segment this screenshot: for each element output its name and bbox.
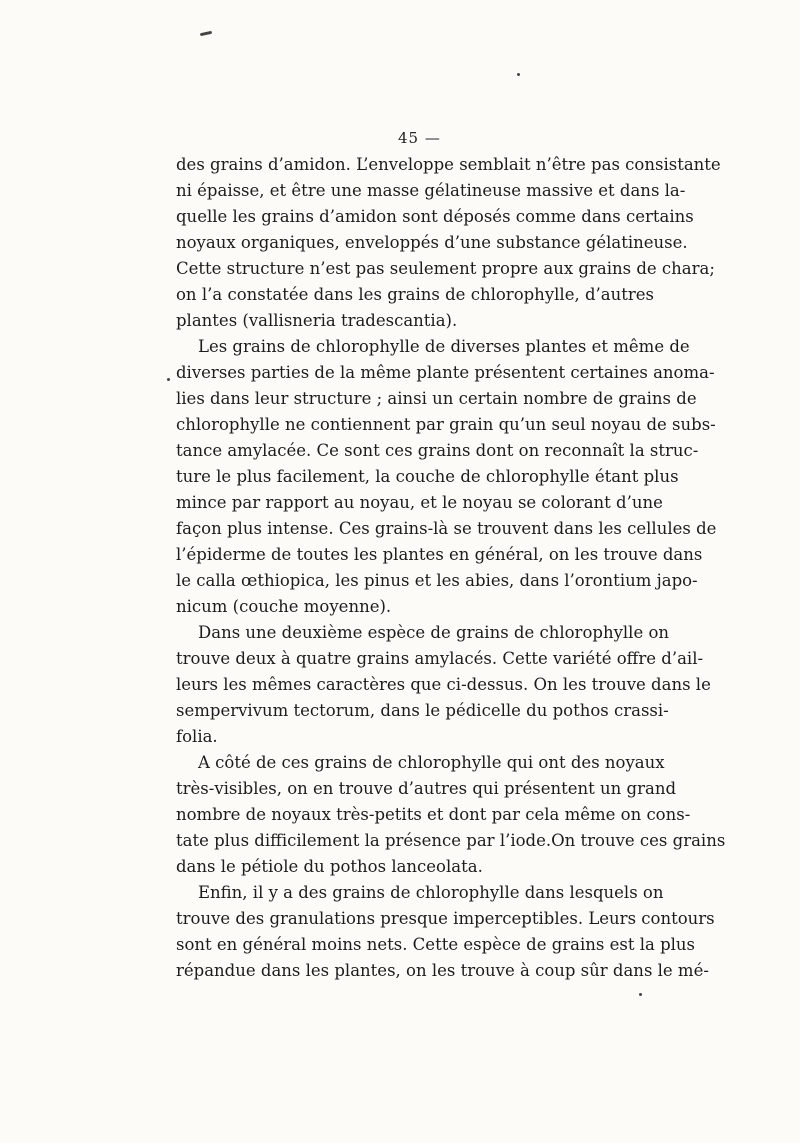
text-line: Cette structure n’est pas seulement propre aux grains de chara;	[176, 259, 715, 278]
text-line: nicum (couche moyenne).	[176, 597, 392, 616]
text-line: dans le pétiole du pothos lanceolata.	[176, 857, 483, 876]
text-line: l’épiderme de toutes les plantes en général, on les trouve dans	[176, 545, 703, 564]
ink-speck	[639, 993, 642, 996]
text-line: trouve des granulations presque imperceptibles. Leurs contours	[176, 909, 715, 928]
text-line: leurs les mêmes caractères que ci-dessus. On les trouve dans le	[176, 675, 711, 694]
text-line: le calla œthiopica, les pinus et les abies, dans l’orontium japo-	[176, 571, 698, 590]
text-line: tance amylacée. Ce sont ces grains dont on reconnaît la struc-	[176, 441, 699, 460]
text-line: folia.	[176, 727, 218, 746]
text-line: façon plus intense. Ces grains-là se trouvent dans les cellules de	[176, 519, 717, 538]
text-line: sempervivum tectorum, dans le pédicelle du pothos crassi-	[176, 701, 669, 720]
text-line: on l’a constatée dans les grains de chlorophylle, d’autres	[176, 285, 654, 304]
text-line: ture le plus facilement, la couche de chlorophylle étant plus	[176, 467, 679, 486]
text-line: Dans une deuxième espèce de grains de chlorophylle on	[198, 623, 670, 642]
text-line: nombre de noyaux très-petits et dont par cela même on cons-	[176, 805, 691, 824]
text-line: ni épaisse, et être une masse gélatineuse massive et dans la-	[176, 181, 686, 200]
page-number: 45 —	[398, 129, 441, 147]
ink-speck	[517, 73, 520, 76]
text-line: diverses parties de la même plante présentent certaines anoma-	[176, 363, 715, 382]
text-line: sont en général moins nets. Cette espèce de grains est la plus	[176, 935, 696, 954]
text-line: trouve deux à quatre grains amylacés. Cette variété offre d’ail-	[176, 649, 704, 668]
ink-speck	[167, 378, 170, 381]
text-line: des grains d’amidon. L’enveloppe semblait n’être pas consistante	[176, 155, 721, 174]
text-line: mince par rapport au noyau, et le noyau se colorant d’une	[176, 493, 663, 512]
text-line: plantes (vallisneria tradescantia).	[176, 311, 458, 330]
text-line: noyaux organiques, enveloppés d’une substance gélatineuse.	[176, 233, 688, 252]
ink-speck	[200, 31, 212, 36]
text-line: très-visibles, on en trouve d’autres qui présentent un grand	[176, 779, 677, 798]
body-text	[176, 152, 726, 984]
text-line: A côté de ces grains de chlorophylle qui ont des noyaux	[198, 753, 665, 772]
text-line: Enfin, il y a des grains de chlorophylle dans lesquels on	[198, 883, 664, 902]
text-line: répandue dans les plantes, on les trouve à coup sûr dans le mé-	[176, 961, 709, 980]
text-line: chlorophylle ne contiennent par grain qu’un seul noyau de subs-	[176, 415, 716, 434]
text-line: tate plus difficilement la présence par l’iode.On trouve ces grains	[176, 831, 726, 850]
text-line: quelle les grains d’amidon sont déposés comme dans certains	[176, 207, 694, 226]
text-line: Les grains de chlorophylle de diverses plantes et même de	[198, 337, 690, 356]
text-line: lies dans leur structure ; ainsi un certain nombre de grains de	[176, 389, 697, 408]
